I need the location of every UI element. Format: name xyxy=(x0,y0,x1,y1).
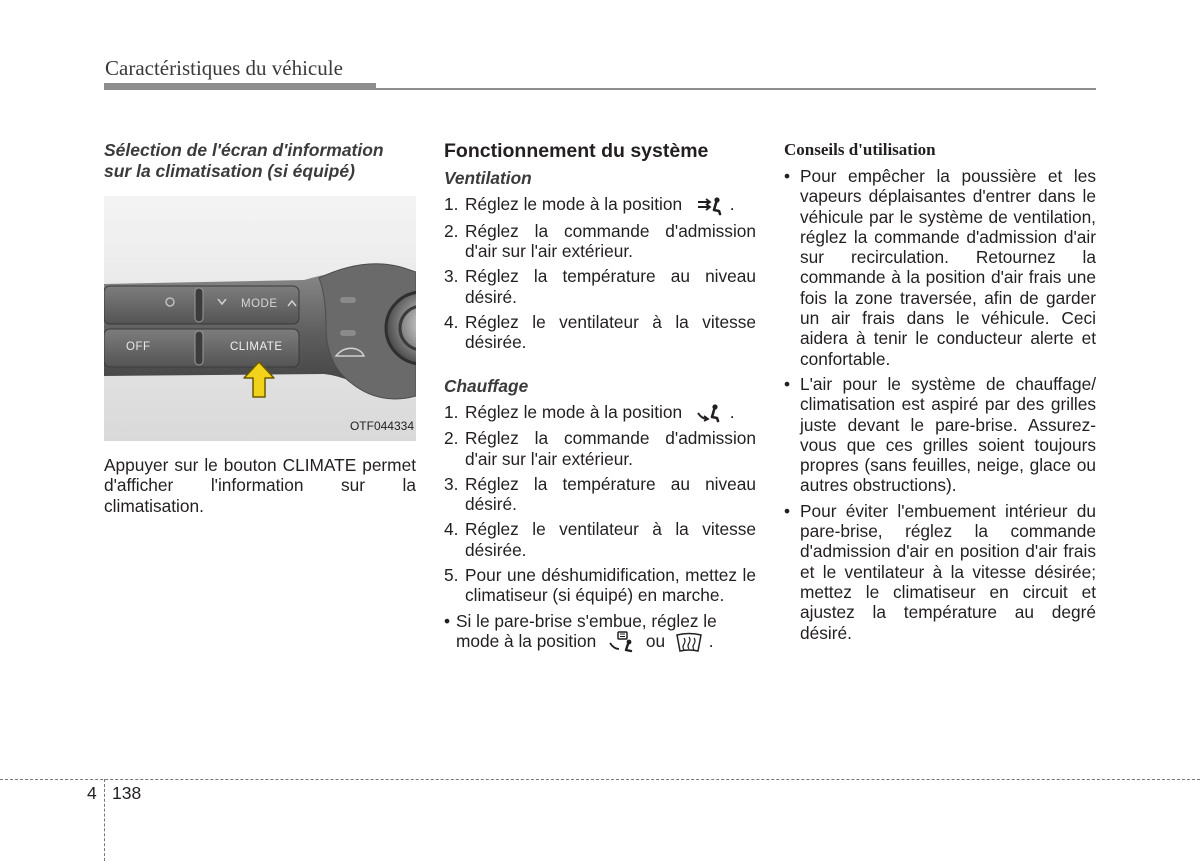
climate-panel-photo xyxy=(104,196,416,441)
page-header-title: Caractéristiques du véhicule xyxy=(105,56,343,80)
windshield-defrost-icon xyxy=(674,631,704,653)
tip-item: • L'air pour le système de chauffage/ climatisation est aspiré par des grilles juste devant le pare-brise. Assurez-vous que ces grilles soient toujours propres (sans feuilles, neige, glace ou autres obstructions). xyxy=(784,373,1096,496)
ventilation-step: 4. Réglez le ventilateur à la vitesse désirée. xyxy=(444,311,756,353)
heating-heading: Chauffage xyxy=(444,375,529,396)
column-middle xyxy=(444,140,756,653)
defog-bullet: • Si le pare-brise s'embue, réglez le mode à la position ou . xyxy=(444,611,756,654)
header-rule-thin xyxy=(376,88,1096,90)
usage-tips-heading: Conseils d'utilisation xyxy=(784,140,936,159)
heating-step: 5. Pour une déshumidification, mettez le climatiseur (si équipé) en marche. xyxy=(444,565,756,606)
chapter-number: 4 xyxy=(87,783,97,803)
off-button-label: OFF xyxy=(126,341,151,353)
heating-step: 3. Réglez la température au niveau désiré. xyxy=(444,473,756,515)
section-title-system-operation: Fonctionnement du système xyxy=(444,140,709,162)
heating-step: 4. Réglez le ventilateur à la vitesse désirée. xyxy=(444,519,756,560)
ventilation-step: 3. Réglez la température au niveau désiré. xyxy=(444,266,756,307)
header-rule-thick xyxy=(104,83,376,90)
tip-item: • Pour empêcher la poussière et les vapeurs déplaisantes d'entrer dans le véhicule par le système de ventilation, réglez la commande d'admission d'air sur recirculation. Retournez la commande à la position d'air frais une fois la zone traversée, afin de garder un air frais dans le véhicule. Ceci aidera à tenir le conducteur alerte et confortable. xyxy=(784,166,1096,369)
ventilation-step: 1. Réglez le mode à la position . xyxy=(444,194,735,215)
footer-divider xyxy=(0,779,1200,780)
climate-button-label: CLIMATE xyxy=(230,341,283,353)
ventilation-step: 2. Réglez la commande d'admission d'air sur l'air extérieur. xyxy=(444,220,756,262)
face-vent-icon xyxy=(695,196,725,216)
floor-defrost-icon xyxy=(607,631,637,653)
mode-button-label: MODE xyxy=(241,298,278,310)
tip-item: • Pour éviter l'embuement intérieur du pare-brise, réglez la commande d'admission d'air en position d'air frais et le ventilateur à la vitesse désirée; mettez le climatiseur en circuit et ajustez la température au degré désiré. xyxy=(784,500,1096,643)
ventilation-heading: Ventilation xyxy=(444,168,532,188)
floor-vent-icon xyxy=(695,403,725,423)
figure-caption: OTF044334 xyxy=(349,418,414,433)
climate-button-paragraph: Appuyer sur le bouton CLIMATE permet d'afficher l'information sur la climatisation. xyxy=(104,455,416,516)
column-right xyxy=(784,140,1096,643)
climate-panel-illustration xyxy=(104,196,416,441)
up-arrow-icon xyxy=(242,360,276,400)
page-number: 138 xyxy=(112,783,142,803)
heating-step: 2. Réglez la commande d'admission d'air sur l'air extérieur. xyxy=(444,428,756,469)
heating-step: 1. Réglez le mode à la position . xyxy=(444,401,735,422)
column-left xyxy=(104,140,416,516)
section-heading-display-selection: Sélection de l'écran d'information sur la climatisation (si équipé) xyxy=(104,140,384,181)
footer-vertical-divider xyxy=(104,779,105,861)
